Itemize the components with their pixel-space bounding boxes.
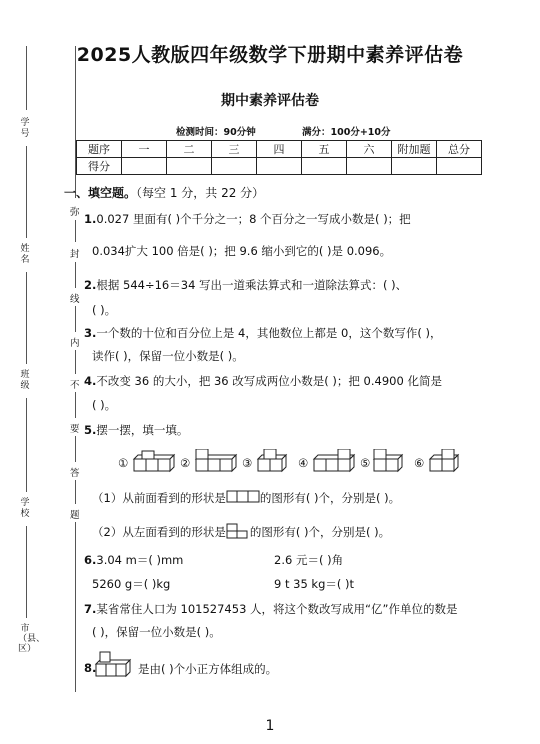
- seal-char: 线: [70, 294, 80, 305]
- figure-label: ①: [118, 456, 129, 470]
- score-cell[interactable]: [212, 158, 257, 175]
- question-4-line-1: [84, 373, 442, 389]
- question-6-c: 5260 g＝( )kg: [92, 577, 171, 591]
- cube-figure-1: [132, 449, 178, 475]
- question-text: 摆一摆，填一填。: [96, 423, 189, 437]
- question-2-line-1: [84, 277, 407, 293]
- shape-front-view: [226, 490, 260, 504]
- question-5-line-1: [84, 422, 188, 438]
- cube-figure-2: [194, 449, 240, 475]
- score-label: 满分：100分+10分: [302, 127, 391, 138]
- question-2-line-2: ( )。: [92, 303, 117, 317]
- question-text: 0.027 里面有( )个千分之一；8 个百分之一写成小数是( )；把: [96, 212, 411, 226]
- question-7-line-2: ( )，保留一位小数是( )。: [92, 625, 221, 639]
- sidebar-line: [26, 526, 27, 618]
- section-title: 一、填空题。: [64, 186, 137, 200]
- question-4-line-2: ( )。: [92, 398, 117, 412]
- figure-label: ④: [298, 456, 309, 470]
- sub-question-text: 的图形有( )个，分别是( )。: [259, 491, 401, 505]
- cube-stack-figure: [94, 650, 136, 680]
- seal-char: 答: [70, 468, 80, 479]
- question-6-b: 2.6 元＝( )角: [274, 553, 344, 567]
- score-header-cell: 三: [212, 141, 257, 158]
- score-header-cell: 附加题: [392, 141, 437, 158]
- score-cell[interactable]: [347, 158, 392, 175]
- question-number: 7.: [84, 602, 97, 616]
- sub-question-text: 的图形有( )个，分别是( )。: [249, 525, 391, 539]
- question-number: 5.: [84, 423, 97, 437]
- figure-label: ③: [242, 456, 253, 470]
- seal-char: 要: [70, 424, 80, 435]
- question-text: 根据 544÷16＝34 写出一道乘法算式和一道除法算式：( )、: [96, 278, 408, 292]
- seal-char: 弥: [70, 207, 80, 218]
- cube-figure-5: [372, 449, 412, 475]
- score-header-cell: 一: [122, 141, 167, 158]
- score-cell[interactable]: [437, 158, 482, 175]
- score-header-cell: 六: [347, 141, 392, 158]
- seal-line: [75, 262, 76, 288]
- question-7-line-1: [84, 601, 457, 617]
- question-text: 某省常住人口为 101527453 人，将这个数改写成用“亿”作单位的数是: [96, 602, 458, 616]
- exam-subtitle: 期中素养评估卷: [221, 93, 319, 109]
- figure-label: ⑥: [414, 456, 425, 470]
- score-cell[interactable]: [257, 158, 302, 175]
- seal-line: [75, 392, 76, 418]
- question-text: 3.04 m＝( )mm: [96, 553, 184, 567]
- question-text: 一个数的十位和百分位上是 4，其他数位上都是 0，这个数写作( )，: [96, 326, 442, 340]
- seal-line: [75, 220, 76, 242]
- page-number: 1: [265, 718, 275, 734]
- school-label: 学校: [20, 498, 30, 519]
- student-name-label: 姓名: [20, 244, 30, 265]
- figure-label: ⑤: [360, 456, 371, 470]
- seal-line: [75, 350, 76, 374]
- seal-line: [75, 46, 76, 198]
- sidebar-line: [26, 146, 27, 238]
- score-header-cell: 五: [302, 141, 347, 158]
- question-5-sub-1: [92, 490, 400, 506]
- score-table-score-row: [77, 158, 482, 175]
- question-text: 不改变 36 的大小，把 36 改写成两位小数是( )；把 0.4900 化简是: [96, 374, 442, 388]
- question-number: 6.: [84, 553, 97, 567]
- question-5-sub-2: [92, 523, 390, 540]
- seal-char: 内: [70, 338, 80, 349]
- score-table: [76, 140, 482, 175]
- class-label: 班级: [20, 370, 30, 391]
- sidebar-line: [26, 398, 27, 492]
- seal-line: [75, 480, 76, 504]
- sub-question-text: （2）从左面看到的形状是: [92, 525, 226, 539]
- question-1-line-1: [84, 211, 411, 227]
- score-table-header-row: [77, 141, 482, 158]
- question-number: 2.: [84, 278, 97, 292]
- score-cell[interactable]: [122, 158, 167, 175]
- sidebar-line: [26, 46, 27, 110]
- score-cell[interactable]: [167, 158, 212, 175]
- score-header-cell: 二: [167, 141, 212, 158]
- sidebar-line: [26, 272, 27, 364]
- score-row-label: 得分: [77, 158, 122, 175]
- question-8-text: 是由( )个小正方体组成的。: [138, 662, 278, 676]
- question-6-d: 9 t 35 kg＝( )t: [274, 577, 355, 591]
- student-id-label: 学号: [20, 118, 30, 139]
- section-heading: [64, 184, 264, 201]
- score-header-cell: 四: [257, 141, 302, 158]
- cube-figure-6: [428, 449, 468, 475]
- question-6-a: [84, 552, 183, 568]
- question-3-line-2: 读作( )，保留一位小数是( )。: [92, 349, 244, 363]
- seal-char: 不: [70, 380, 80, 391]
- question-number: 4.: [84, 374, 97, 388]
- score-header-cell: 题序: [77, 141, 122, 158]
- time-label: 检测时间：90分钟: [176, 127, 256, 138]
- score-cell[interactable]: [392, 158, 437, 175]
- seal-line: [75, 522, 76, 692]
- score-cell[interactable]: [302, 158, 347, 175]
- exam-title: 2025人教版四年级数学下册期中素养评估卷: [76, 44, 464, 66]
- seal-char: 题: [70, 510, 80, 521]
- question-number: 1.: [84, 212, 97, 226]
- seal-line: [75, 436, 76, 462]
- seal-line: [75, 306, 76, 332]
- question-3-line-1: [84, 325, 441, 341]
- figure-label: ②: [180, 456, 191, 470]
- seal-char: 封: [70, 249, 80, 260]
- score-header-cell: 总分: [437, 141, 482, 158]
- cube-figure-3: [256, 449, 296, 475]
- sub-question-text: （1）从前面看到的形状是: [92, 491, 226, 505]
- cube-figure-4: [312, 449, 358, 475]
- question-number: 8.: [84, 661, 97, 675]
- shape-left-view: [226, 523, 250, 539]
- section-note: （每空 1 分，共 22 分）: [136, 186, 265, 200]
- district-label: 市（县、区）: [18, 624, 46, 654]
- question-1-line-2: 0.034扩大 100 倍是( )；把 9.6 缩小到它的( )是 0.096。: [92, 244, 392, 258]
- question-number: 3.: [84, 326, 97, 340]
